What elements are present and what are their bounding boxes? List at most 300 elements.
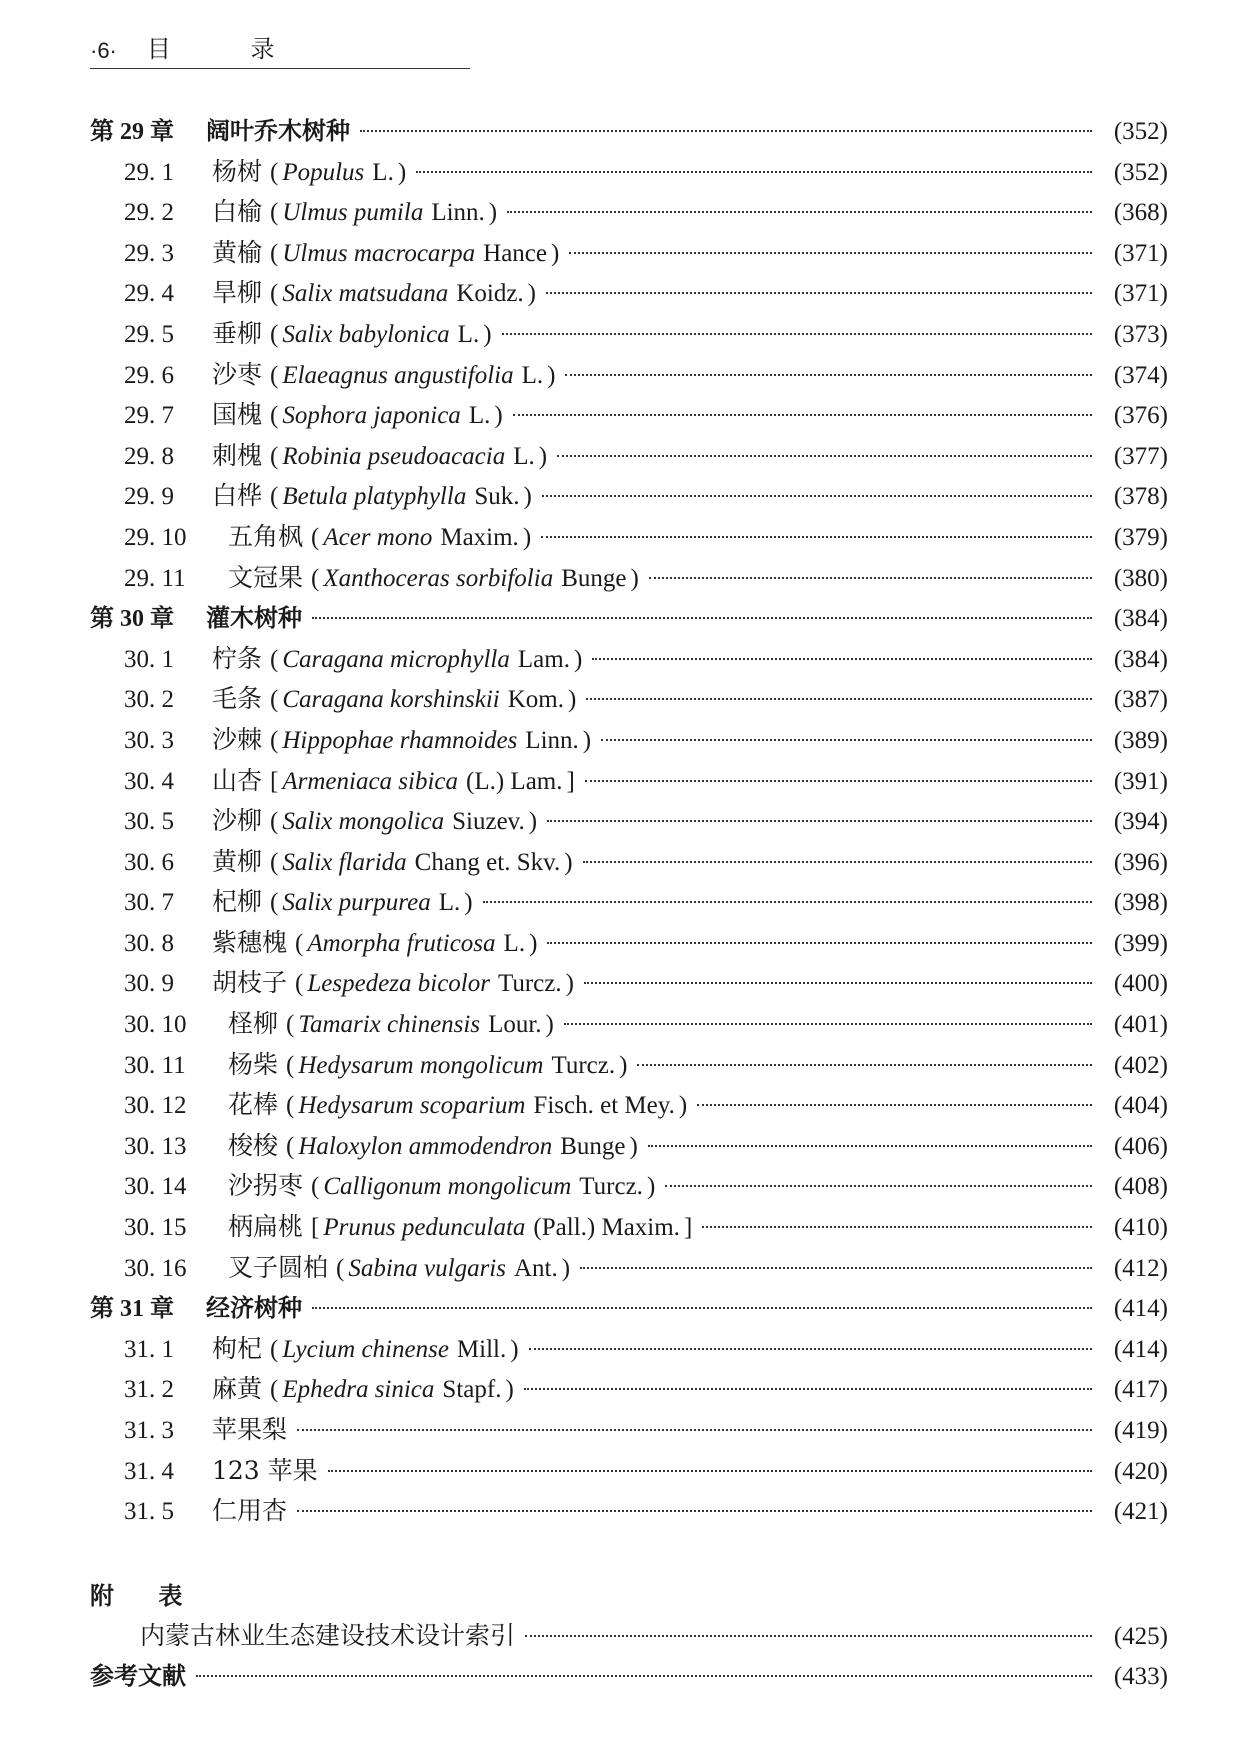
section-number: 31. 3 bbox=[124, 1417, 174, 1444]
toc-section-row[interactable] bbox=[90, 1369, 1168, 1410]
authority: Stapf. bbox=[442, 1376, 502, 1404]
entry-chinese-name: 麻黄 bbox=[212, 1374, 263, 1404]
dot-leader bbox=[547, 942, 1092, 944]
latin-name: Armeniaca sibica bbox=[282, 767, 459, 795]
latin-name: Betula platyphylla bbox=[282, 483, 467, 511]
latin-name: Salix matsudana bbox=[282, 280, 449, 308]
entry-page-number: (404) bbox=[1113, 1092, 1168, 1120]
dot-leader bbox=[529, 1348, 1092, 1350]
toc-section-row[interactable] bbox=[90, 476, 1168, 517]
open-bracket: ( bbox=[286, 1092, 295, 1120]
section-title bbox=[124, 1491, 287, 1527]
dot-leader bbox=[584, 982, 1092, 984]
section-title bbox=[124, 355, 555, 391]
section-title bbox=[124, 882, 473, 918]
dot-leader bbox=[297, 1429, 1092, 1431]
open-bracket: ( bbox=[270, 1376, 279, 1404]
section-number: 29. 10 bbox=[124, 523, 187, 551]
authority: Hance bbox=[483, 239, 547, 267]
open-bracket: ( bbox=[270, 686, 279, 714]
close-bracket: ) bbox=[464, 889, 473, 917]
authority: L. bbox=[503, 929, 526, 957]
latin-name: Caragana korshinskii bbox=[282, 686, 500, 714]
section-number: 29. 3 bbox=[124, 239, 174, 267]
latin-name: Ulmus pumila bbox=[282, 199, 424, 227]
page-number: ·6· bbox=[90, 38, 117, 63]
dot-leader bbox=[546, 292, 1092, 294]
authority: Siuzev. bbox=[452, 808, 525, 836]
dot-leader bbox=[569, 252, 1092, 254]
close-bracket: ) bbox=[528, 808, 538, 836]
section-title bbox=[124, 679, 576, 715]
page-title: 目 录 bbox=[146, 35, 311, 63]
section-number: 29. 7 bbox=[124, 402, 174, 430]
entry-chinese-name: 灌木树种 bbox=[206, 604, 302, 633]
authority: Ant. bbox=[514, 1254, 558, 1282]
section-title bbox=[124, 720, 591, 756]
section-title bbox=[124, 152, 406, 188]
entry-page-number: (352) bbox=[1113, 118, 1168, 145]
toc-section-row[interactable] bbox=[90, 273, 1168, 314]
latin-name: Ephedra sinica bbox=[282, 1376, 435, 1404]
close-bracket: ] bbox=[683, 1214, 693, 1242]
close-bracket: ) bbox=[561, 1254, 571, 1282]
toc-section-row[interactable] bbox=[90, 1004, 1168, 1045]
section-number: 30. 14 bbox=[124, 1173, 187, 1201]
open-bracket: ( bbox=[295, 970, 304, 998]
dot-leader bbox=[312, 1307, 1092, 1309]
running-header bbox=[90, 20, 470, 69]
dot-leader bbox=[592, 658, 1092, 660]
toc-page bbox=[90, 20, 1168, 1697]
toc-section-row[interactable] bbox=[90, 1126, 1168, 1167]
dot-leader bbox=[525, 1635, 1092, 1637]
toc-section-row[interactable] bbox=[90, 801, 1168, 842]
authority: Turcz. bbox=[551, 1051, 616, 1079]
close-bracket: ) bbox=[538, 442, 548, 470]
chapter-number: 第 31 章 bbox=[90, 1296, 174, 1323]
open-bracket: ( bbox=[311, 523, 320, 551]
dot-leader bbox=[541, 536, 1092, 538]
section-number: 30. 13 bbox=[124, 1132, 187, 1160]
entry-chinese-name: 苹果梨 bbox=[212, 1415, 288, 1444]
authority: Maxim. bbox=[440, 523, 519, 551]
section-number: 30. 4 bbox=[124, 767, 174, 795]
open-bracket: ( bbox=[270, 199, 279, 227]
open-bracket: ( bbox=[270, 280, 279, 308]
entry-chinese-name: 沙棘 bbox=[212, 724, 263, 754]
dot-leader bbox=[542, 495, 1092, 497]
entry-page-number: (379) bbox=[1113, 523, 1168, 551]
section-title bbox=[124, 395, 503, 431]
entry-chinese-name: 柽柳 bbox=[228, 1009, 279, 1039]
section-number: 30. 8 bbox=[124, 929, 174, 957]
entry-page-number: (408) bbox=[1113, 1173, 1168, 1201]
close-bracket: ) bbox=[567, 686, 577, 714]
dot-leader bbox=[524, 1388, 1092, 1390]
section-number: 31. 1 bbox=[124, 1335, 174, 1363]
toc-section-row[interactable] bbox=[90, 1491, 1168, 1532]
section-title bbox=[124, 1126, 638, 1162]
authority: Turcz. bbox=[497, 970, 562, 998]
chapter-number: 第 29 章 bbox=[90, 119, 174, 145]
latin-name: Amorpha fruticosa bbox=[307, 929, 496, 957]
open-bracket: ( bbox=[270, 848, 279, 876]
toc-section-row[interactable] bbox=[90, 1045, 1168, 1086]
latin-name: Calligonum mongolicum bbox=[323, 1173, 572, 1201]
entry-chinese-name: 黄柳 bbox=[212, 846, 263, 876]
chapter-title bbox=[90, 1288, 302, 1323]
section-number: 30. 5 bbox=[124, 808, 174, 836]
latin-name: Caragana microphylla bbox=[282, 645, 510, 673]
dot-leader bbox=[648, 1145, 1092, 1147]
chapter-title bbox=[90, 598, 302, 633]
section-number: 30. 11 bbox=[124, 1051, 186, 1079]
latin-name: Tamarix chinensis bbox=[298, 1011, 481, 1039]
toc-section-row[interactable] bbox=[90, 639, 1168, 680]
open-bracket: ( bbox=[270, 442, 279, 470]
open-bracket: [ bbox=[311, 1214, 320, 1242]
entry-page-number: (387) bbox=[1113, 686, 1168, 714]
latin-name: Xanthoceras sorbifolia bbox=[323, 564, 554, 592]
open-bracket: ( bbox=[286, 1051, 295, 1079]
references-label: 参考文献 bbox=[90, 1662, 186, 1691]
dot-leader bbox=[586, 698, 1092, 700]
latin-name: Prunus pedunculata bbox=[323, 1214, 526, 1242]
entry-page-number: (373) bbox=[1113, 320, 1168, 348]
section-number: 30. 12 bbox=[124, 1092, 187, 1120]
entry-chinese-name: 白榆 bbox=[212, 197, 263, 227]
entry-page-number: (400) bbox=[1113, 970, 1168, 998]
dot-leader bbox=[196, 1675, 1092, 1677]
entry-page-number: (417) bbox=[1113, 1376, 1168, 1404]
entry-page-number: (406) bbox=[1113, 1132, 1168, 1160]
entry-page-number: (396) bbox=[1113, 848, 1168, 876]
open-bracket: [ bbox=[270, 767, 279, 795]
dot-leader bbox=[483, 901, 1092, 903]
entry-chinese-name: 枸杞 bbox=[212, 1333, 263, 1363]
entry-page-number: (377) bbox=[1113, 442, 1168, 470]
toc-section-row[interactable] bbox=[90, 152, 1168, 193]
section-number: 29. 2 bbox=[124, 199, 174, 227]
dot-leader bbox=[557, 455, 1092, 457]
close-bracket: ) bbox=[565, 970, 574, 998]
entry-page-number: (410) bbox=[1113, 1214, 1168, 1242]
section-title bbox=[124, 1369, 514, 1405]
toc-section-row[interactable] bbox=[90, 761, 1168, 802]
authority: Turcz. bbox=[579, 1173, 643, 1201]
authority: (L.) Lam. bbox=[466, 767, 563, 795]
close-bracket: ) bbox=[678, 1092, 688, 1120]
authority: (Pall.) Maxim. bbox=[533, 1214, 680, 1242]
references-entry[interactable] bbox=[90, 1656, 1168, 1697]
entry-chinese-name: 沙柳 bbox=[212, 806, 263, 836]
dot-leader bbox=[564, 1023, 1092, 1025]
close-bracket: ) bbox=[527, 280, 536, 308]
latin-name: Salix babylonica bbox=[282, 320, 450, 348]
dot-leader bbox=[502, 333, 1092, 335]
toc-section-row[interactable] bbox=[90, 1085, 1168, 1126]
section-number: 31. 2 bbox=[124, 1376, 174, 1404]
close-bracket: ) bbox=[522, 523, 532, 551]
close-bracket: ) bbox=[510, 1335, 519, 1363]
toc-section-row[interactable] bbox=[90, 1207, 1168, 1248]
toc-section-row[interactable] bbox=[90, 842, 1168, 883]
section-title bbox=[124, 517, 531, 553]
entry-chinese-name: 杞柳 bbox=[212, 887, 263, 917]
entry-chinese-name: 刺槐 bbox=[212, 440, 263, 470]
latin-name: Hedysarum mongolicum bbox=[298, 1051, 544, 1079]
entry-page-number: (391) bbox=[1113, 767, 1168, 795]
toc-section-row[interactable] bbox=[90, 1248, 1168, 1289]
close-bracket: ) bbox=[646, 1173, 656, 1201]
section-number: 29. 8 bbox=[124, 442, 174, 470]
latin-name: Salix mongolica bbox=[282, 808, 445, 836]
section-number: 30. 15 bbox=[124, 1214, 187, 1242]
section-number: 31. 5 bbox=[124, 1498, 174, 1526]
entry-chinese-name: 胡枝子 bbox=[212, 968, 288, 998]
authority: L. bbox=[457, 320, 480, 348]
authority: Koidz. bbox=[456, 280, 524, 308]
section-number: 29. 1 bbox=[124, 158, 174, 186]
appendix-heading: 附 表 bbox=[90, 1581, 201, 1610]
open-bracket: ( bbox=[270, 239, 279, 267]
toc-section-row[interactable] bbox=[90, 882, 1168, 923]
entry-chinese-name: 沙枣 bbox=[212, 359, 263, 389]
latin-name: Hedysarum scoparium bbox=[298, 1092, 526, 1120]
entry-chinese-name: 杨树 bbox=[212, 156, 263, 186]
dot-leader bbox=[513, 414, 1092, 416]
entry-page-number: (414) bbox=[1113, 1335, 1168, 1363]
open-bracket: ( bbox=[270, 158, 279, 186]
close-bracket: ) bbox=[397, 158, 407, 186]
section-title bbox=[124, 923, 537, 959]
entry-chinese-name: 黄榆 bbox=[212, 237, 263, 267]
open-bracket: ( bbox=[270, 645, 279, 673]
section-title bbox=[124, 436, 547, 472]
toc-section-row[interactable] bbox=[90, 233, 1168, 274]
toc-chapter-row[interactable] bbox=[90, 111, 1168, 152]
chapter-title bbox=[90, 111, 350, 146]
dot-leader bbox=[507, 211, 1092, 213]
dot-leader bbox=[697, 1104, 1092, 1106]
open-bracket: ( bbox=[270, 320, 279, 348]
references-page: (433) bbox=[1113, 1663, 1168, 1691]
entry-page-number: (394) bbox=[1113, 808, 1168, 836]
entry-page-number: (420) bbox=[1113, 1457, 1168, 1485]
close-bracket: ] bbox=[566, 767, 575, 795]
section-number: 29. 4 bbox=[124, 280, 174, 308]
section-number: 30. 3 bbox=[124, 726, 174, 754]
latin-name: Populus bbox=[282, 158, 365, 186]
section-number: 29. 6 bbox=[124, 361, 174, 389]
section-number: 30. 16 bbox=[124, 1254, 187, 1282]
section-title bbox=[124, 1004, 554, 1040]
close-bracket: ) bbox=[629, 1132, 638, 1160]
entry-page-number: (419) bbox=[1113, 1417, 1168, 1444]
open-bracket: ( bbox=[270, 402, 279, 430]
section-title bbox=[124, 1248, 570, 1284]
entry-chinese-name: 经济树种 bbox=[206, 1294, 302, 1323]
authority: Bunge bbox=[560, 1132, 626, 1160]
dot-leader bbox=[649, 577, 1092, 579]
section-number: 29. 9 bbox=[124, 483, 174, 511]
close-bracket: ) bbox=[547, 361, 556, 389]
authority: L. bbox=[513, 442, 535, 470]
dot-leader bbox=[547, 820, 1092, 822]
entry-page-number: (384) bbox=[1113, 645, 1168, 673]
entry-chinese-name: 白桦 bbox=[212, 481, 263, 511]
open-bracket: ( bbox=[270, 726, 279, 754]
entry-chinese-name: 叉子圆柏 bbox=[228, 1252, 329, 1282]
authority: Suk. bbox=[474, 483, 520, 511]
entry-chinese-name: 柄扁桃 bbox=[228, 1212, 304, 1242]
authority: Lour. bbox=[488, 1011, 542, 1039]
latin-name: Salix flarida bbox=[282, 848, 407, 876]
entry-page-number: (401) bbox=[1113, 1011, 1168, 1039]
entry-chinese-name: 紫穗槐 bbox=[212, 927, 288, 957]
close-bracket: ) bbox=[564, 848, 573, 876]
toc-chapter-row[interactable] bbox=[90, 1288, 1168, 1329]
section-title bbox=[124, 273, 536, 309]
toc-section-row[interactable] bbox=[90, 192, 1168, 233]
authority: Linn. bbox=[431, 199, 485, 227]
dot-leader bbox=[601, 739, 1092, 741]
section-title bbox=[124, 476, 532, 512]
section-title bbox=[124, 558, 639, 594]
toc-section-row[interactable] bbox=[90, 314, 1168, 355]
entry-page-number: (384) bbox=[1113, 605, 1168, 633]
authority: Bunge bbox=[561, 564, 627, 592]
section-number: 30. 10 bbox=[124, 1011, 187, 1039]
toc-section-row[interactable] bbox=[90, 517, 1168, 558]
dot-leader bbox=[583, 861, 1092, 863]
latin-name: Robinia pseudoacacia bbox=[282, 442, 506, 470]
table-of-contents bbox=[90, 111, 1168, 1532]
toc-section-row[interactable] bbox=[90, 923, 1168, 964]
latin-name: Lycium chinense bbox=[282, 1335, 449, 1363]
latin-name: Lespedeza bicolor bbox=[307, 970, 490, 998]
authority: L. bbox=[372, 158, 394, 186]
open-bracket: ( bbox=[336, 1254, 345, 1282]
section-title bbox=[124, 1329, 519, 1365]
toc-section-row[interactable] bbox=[90, 395, 1168, 436]
section-title bbox=[124, 192, 497, 228]
section-title bbox=[124, 1045, 627, 1081]
section-title bbox=[124, 233, 559, 269]
entry-page-number: (412) bbox=[1113, 1254, 1168, 1282]
entry-chinese-name: 梭梭 bbox=[228, 1130, 279, 1160]
entry-chinese-name: 阔叶乔木树种 bbox=[206, 117, 350, 145]
open-bracket: ( bbox=[270, 483, 279, 511]
latin-name: Elaeagnus angustifolia bbox=[282, 361, 514, 389]
dot-leader bbox=[580, 1267, 1092, 1269]
dot-leader bbox=[585, 780, 1092, 782]
toc-section-row[interactable] bbox=[90, 355, 1168, 396]
section-number: 30. 7 bbox=[124, 889, 174, 917]
section-number: 31. 4 bbox=[124, 1457, 174, 1485]
close-bracket: ) bbox=[582, 726, 592, 754]
section-title bbox=[124, 1451, 318, 1487]
open-bracket: ( bbox=[311, 1173, 320, 1201]
dot-leader bbox=[637, 1064, 1092, 1066]
close-bracket: ) bbox=[619, 1051, 628, 1079]
entry-chinese-name: 沙拐枣 bbox=[228, 1171, 304, 1201]
toc-section-row[interactable] bbox=[90, 1166, 1168, 1207]
section-title bbox=[124, 1085, 687, 1121]
entry-chinese-name: 旱柳 bbox=[212, 278, 263, 308]
entry-page-number: (368) bbox=[1113, 199, 1168, 227]
section-title bbox=[124, 963, 574, 999]
dot-leader bbox=[360, 130, 1092, 132]
section-title bbox=[124, 1410, 287, 1446]
entry-chinese-name: 国槐 bbox=[212, 400, 263, 430]
entry-chinese-name: 123 苹果 bbox=[212, 1455, 318, 1485]
toc-chapter-row[interactable] bbox=[90, 598, 1168, 639]
authority: L. bbox=[438, 889, 461, 917]
dot-leader bbox=[565, 374, 1092, 376]
open-bracket: ( bbox=[270, 889, 279, 917]
authority: Fisch. et Mey. bbox=[533, 1092, 675, 1120]
section-title bbox=[124, 1166, 655, 1202]
open-bracket: ( bbox=[270, 808, 279, 836]
toc-section-row[interactable] bbox=[90, 436, 1168, 477]
open-bracket: ( bbox=[286, 1011, 295, 1039]
toc-section-row[interactable] bbox=[90, 720, 1168, 761]
latin-name: Sabina vulgaris bbox=[348, 1254, 506, 1282]
section-title bbox=[124, 1207, 692, 1243]
toc-section-row[interactable] bbox=[90, 1329, 1168, 1370]
close-bracket: ) bbox=[545, 1011, 554, 1039]
close-bracket: ) bbox=[523, 483, 532, 511]
entry-page-number: (421) bbox=[1113, 1498, 1168, 1526]
authority: L. bbox=[521, 361, 544, 389]
close-bracket: ) bbox=[483, 320, 492, 348]
entry-page-number: (376) bbox=[1113, 402, 1168, 430]
section-title bbox=[124, 761, 575, 797]
dot-leader bbox=[312, 617, 1092, 619]
open-bracket: ( bbox=[286, 1132, 295, 1160]
entry-page-number: (398) bbox=[1113, 889, 1168, 917]
toc-section-row[interactable] bbox=[90, 558, 1168, 599]
dot-leader bbox=[702, 1226, 1092, 1228]
section-number: 29. 11 bbox=[124, 564, 186, 592]
section-number: 30. 9 bbox=[124, 970, 174, 998]
authority: Lam. bbox=[517, 645, 570, 673]
toc-section-row[interactable] bbox=[90, 1410, 1168, 1451]
section-number: 30. 2 bbox=[124, 686, 174, 714]
entry-page-number: (378) bbox=[1113, 483, 1168, 511]
entry-chinese-name: 柠条 bbox=[212, 643, 263, 673]
open-bracket: ( bbox=[270, 1335, 279, 1363]
appendix-entry[interactable] bbox=[90, 1616, 1168, 1657]
authority: L. bbox=[468, 402, 491, 430]
entry-chinese-name: 山杏 bbox=[212, 765, 263, 795]
dot-leader bbox=[297, 1510, 1092, 1512]
entry-page-number: (399) bbox=[1113, 929, 1168, 957]
toc-section-row[interactable] bbox=[90, 679, 1168, 720]
close-bracket: ) bbox=[529, 929, 538, 957]
entry-chinese-name: 五角枫 bbox=[228, 521, 304, 551]
toc-section-row[interactable] bbox=[90, 1451, 1168, 1492]
toc-section-row[interactable] bbox=[90, 963, 1168, 1004]
entry-chinese-name: 杨柴 bbox=[228, 1049, 279, 1079]
close-bracket: ) bbox=[630, 564, 639, 592]
chapter-number: 第 30 章 bbox=[90, 606, 174, 633]
entry-page-number: (371) bbox=[1113, 239, 1168, 267]
latin-name: Haloxylon ammodendron bbox=[298, 1132, 553, 1160]
entry-chinese-name: 仁用杏 bbox=[212, 1496, 288, 1526]
